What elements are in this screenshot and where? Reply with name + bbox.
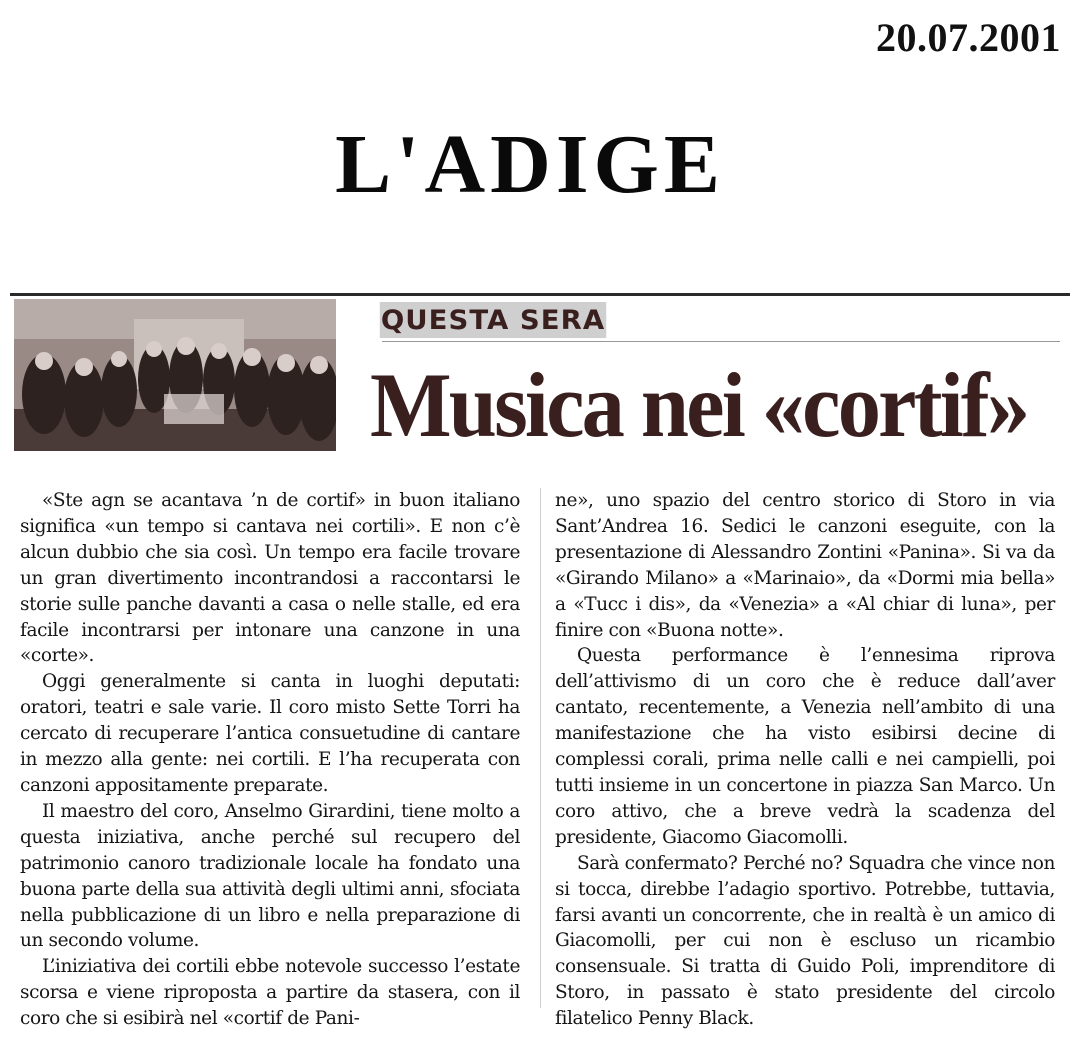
article-column-right [555, 488, 1055, 1032]
paragraph: Sarà confermato? Perché no? Squadra che vince non si tocca, direbbe l’adagio sportivo. Potrebbe, tuttavia, farsi avanti un concorrente, che in realtà è un amico di Giacomolli, per cui non è escluso un ricambio consensuale. Si tratta di Guido Poli, imprenditore di Storo, in passato è stato presidente del circolo filatelico Penny Black. [555, 852, 1055, 1030]
choir-photo [14, 299, 336, 451]
column-divider [540, 488, 541, 1008]
section-kicker: QUESTA SERA [380, 302, 606, 338]
newspaper-clipping [10, 293, 1070, 1038]
kicker-rule [382, 341, 1060, 342]
top-rule [10, 293, 1070, 296]
article-headline: Musica nei «cortif» [370, 354, 1028, 456]
paragraph: «Ste agn se acantava ’n de cortif» in buon italiano significa «un tempo si cantava nei cortili». E non c’è alcun dubbio che sia così. Un tempo era facile trovare un gran divertimento incontrandosi a raccontarsi le storie sulle panche davanti a casa o nelle stalle, ed era facile incontrarsi per intonare una canzone in una «corte». [20, 490, 520, 667]
paragraph-continued: ne», uno spazio del centro storico di Storo in via Sant’Andrea 16. Sedici le canzoni eseguite, con la presentazione di Alessandro Zontini «Panina». Si va da «Girando Milano» a «Marinaio», da «Dormi mia bella» a «Tucc i dis», da «Venezia» a «Al chiar di luna», per finire con «Buona notte». [555, 490, 1055, 641]
newspaper-masthead: L'ADIGE [335, 118, 725, 211]
paragraph: L’iniziativa dei cortili ebbe notevole successo l’estate scorsa e viene riproposta a partire da stasera, con il coro che si esibirà nel «cortif de Pani- [20, 956, 520, 1030]
publication-date: 20.07.2001 [876, 15, 1061, 60]
paragraph: Questa performance è l’ennesima riprova dell’attivismo di un coro che è reduce dall’aver cantato, recentemente, a Venezia nell’ambito di una manifestazione che ha visto esibirsi decine di complessi corali, prima nelle calli e nei campielli, poi tutti insieme in un concertone in piazza San Marco. Un coro attivo, che a breve vedrà la scadenza del presidente, Giacomo Giacomolli. [555, 645, 1055, 848]
article-column-left [20, 488, 520, 1032]
paragraph: Il maestro del coro, Anselmo Girardini, tiene molto a questa iniziativa, anche perché sul recupero del patrimonio canoro tradizionale locale ha fondato una buona parte della sua attività degli ultimi anni, sfociata nella pubblicazione di un libro e nella preparazione di un secondo volume. [20, 800, 520, 952]
paragraph: Oggi generalmente si canta in luoghi deputati: oratori, teatri e sale varie. Il coro misto Sette Torri ha cercato di recuperare l’antica consuetudine di cantare in mezzo alla gente: nei cortili. E l’ha recuperata con canzoni appositamente preparate. [20, 671, 520, 796]
